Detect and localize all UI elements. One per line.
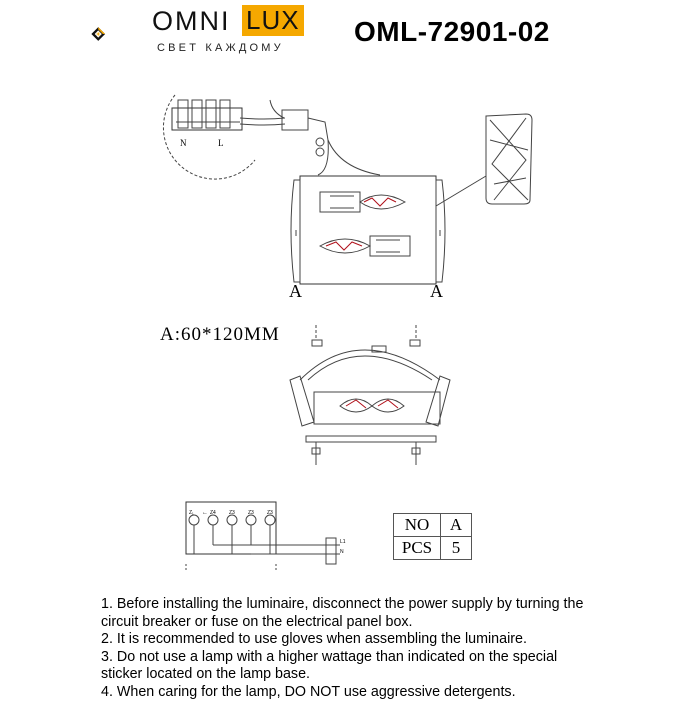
parts-table: [393, 513, 472, 560]
supply-label-n: N: [340, 549, 344, 555]
table-row: [394, 514, 472, 537]
fixture-side-view: [290, 325, 450, 465]
installation-drawing: [0, 70, 700, 590]
terminal-label-4: Z3: [248, 510, 254, 516]
crystal-panel: [486, 114, 532, 204]
terminal-l-label: L: [218, 138, 224, 148]
brand-name-omni: OMNI: [152, 6, 231, 36]
instruction-item: 3. Do not use a lamp with a higher wattage than indicated on the special sticker located on the lamp base.: [101, 648, 558, 683]
terminal-block-large: [176, 100, 285, 128]
brand-tagline: СВЕТ КАЖДОМУ: [157, 42, 284, 54]
table-cell: 5: [441, 537, 472, 560]
instruction-item: 1. Before installing the luminaire, disconnect the power supply by turning the circuit breaker or fuse on the electrical panel box.: [101, 596, 584, 630]
section-mark-left: A: [289, 281, 302, 301]
terminal-block-small: [282, 110, 308, 130]
terminal-arrow: ←: [202, 510, 208, 516]
instruction-item: 4. When caring for the lamp, DO NOT use aggressive detergents.: [101, 683, 516, 700]
terminal-label-1: Z₁: [189, 510, 194, 516]
instruction-item: 2. It is recommended to use gloves when assembling the luminaire.: [101, 631, 527, 648]
table-cell: NO: [394, 514, 441, 537]
section-dimension: A:60*120MM: [160, 324, 280, 345]
terminal-label-3: Z3: [229, 510, 235, 516]
omnilux-logo: [90, 6, 156, 62]
table-row: [394, 537, 472, 560]
safety-instructions: [101, 596, 598, 702]
model-number: OML-72901-02: [354, 16, 550, 47]
table-cell: PCS: [394, 537, 441, 560]
fixture-front-view: [291, 176, 445, 284]
terminal-label-5: Z3: [267, 510, 273, 516]
terminal-n-label: N: [180, 138, 187, 148]
supply-label-l1: L1: [340, 539, 346, 545]
terminal-label-2: Z4: [210, 510, 216, 516]
table-cell: A: [441, 514, 472, 537]
section-mark-right: A: [430, 281, 443, 301]
brand-name-lux: LUX: [242, 5, 304, 36]
